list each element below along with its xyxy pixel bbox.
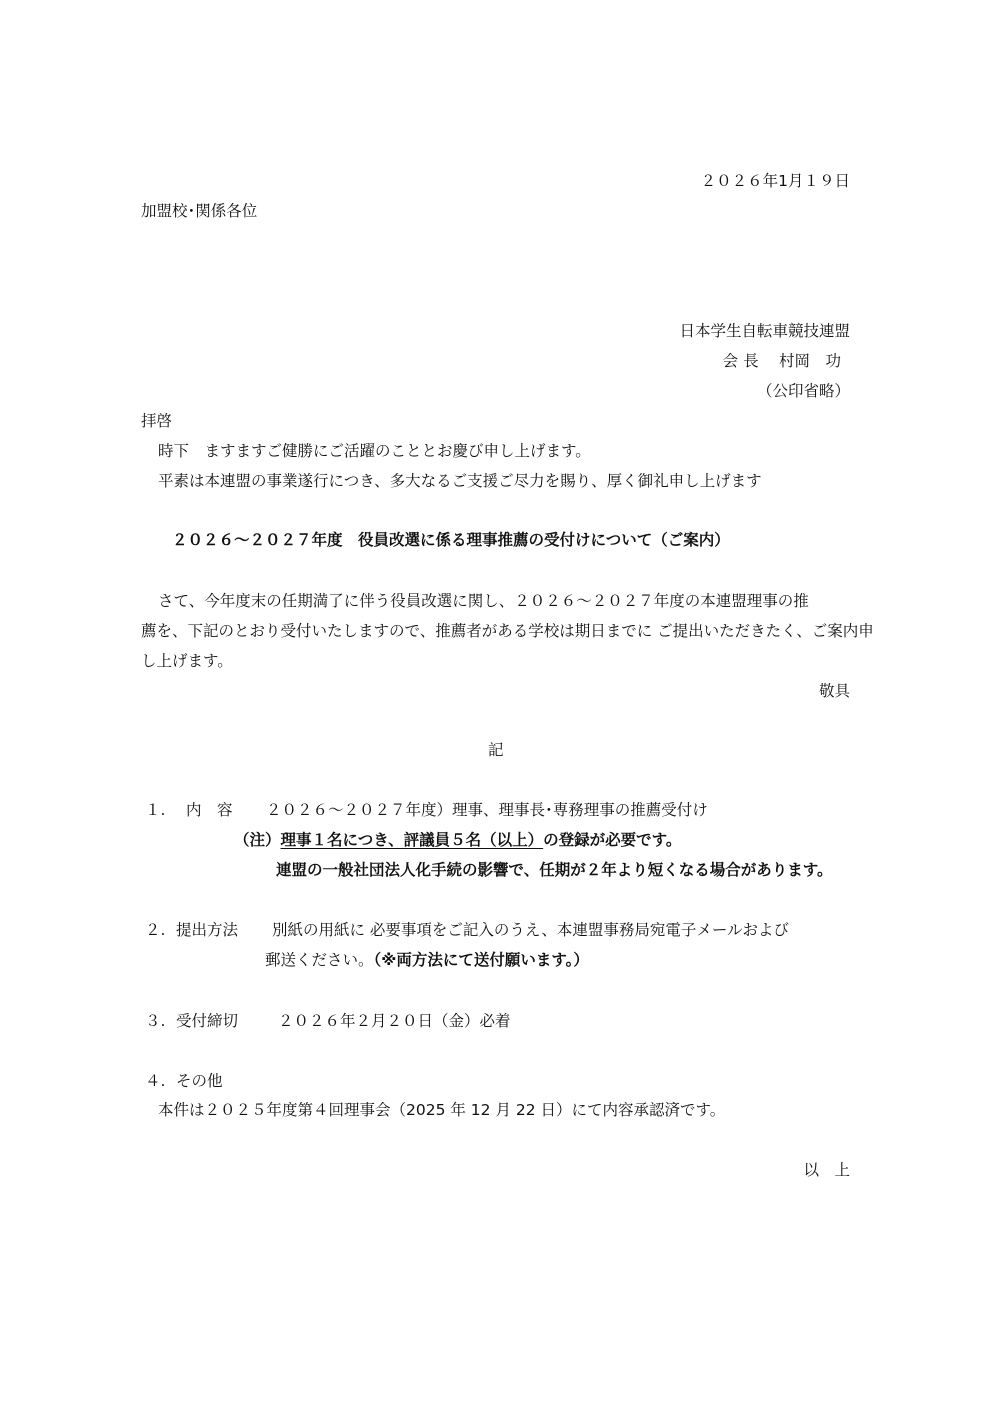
recipient: 加盟校･関係各位 xyxy=(141,202,258,220)
body-line-1: さて、今年度末の任期満了に伴う役員改選に関し、２０２６～２０２７年度の本連盟理事の推 xyxy=(158,592,809,610)
item-3-label: 受付締切 xyxy=(176,1012,239,1030)
item-2-text-2-bold: （※両方法にて送付願います。） xyxy=(373,951,589,969)
document-date: ２０２６年1月１９日 xyxy=(700,172,850,190)
item-1-note-prefix: （注） xyxy=(234,831,281,849)
sender-president: 会 長 村岡 功 xyxy=(722,352,841,370)
item-4-label: その他 xyxy=(176,1072,223,1090)
ki-marker: 記 xyxy=(488,741,504,759)
item-2-text-1: 別紙の用紙に 必要事項をご記入のうえ、本連盟事務局宛電子メールおよび xyxy=(272,921,790,939)
item-1-label: 内 容 xyxy=(186,801,233,819)
item-3-text: ２０２６年２月２０日（金）必着 xyxy=(278,1012,511,1030)
item-1-text: ２０２６～２０２７年度）理事、理事長･専務理事の推薦受付け xyxy=(266,801,708,819)
item-1-note xyxy=(234,831,681,850)
item-3-number: ３. xyxy=(145,1012,166,1030)
item-2-text-2 xyxy=(265,951,589,970)
item-1-number: １. xyxy=(145,801,166,819)
greeting-line-1: 時下 ますますご健勝にご活躍のこととお慶び申し上げます。 xyxy=(158,442,591,460)
body-line-2: 薦を、下記のとおり受付いたしますので、推薦者がある学校は期日までに ご提出いただきたく、ご案内申 xyxy=(141,622,874,640)
sender-org: 日本学生自転車競技連盟 xyxy=(679,322,850,340)
end-marker: 以 上 xyxy=(803,1161,850,1179)
item-1-note-2: 連盟の一般社団法人化手続の影響で、任期が２年より短くなる場合があります。 xyxy=(276,861,833,879)
item-4-number: ４. xyxy=(145,1072,166,1090)
body-line-3: し上げます。 xyxy=(141,652,233,670)
item-1-note-underlined: 理事１名につき、評議員５名（以上） xyxy=(280,831,544,849)
seal-omitted: （公印省略） xyxy=(756,382,850,400)
item-2-text-2-plain: 郵送ください。 xyxy=(265,951,374,969)
item-2-number: ２. xyxy=(145,921,166,939)
closing-keigu: 敬具 xyxy=(818,682,850,700)
greeting-line-2: 平素は本連盟の事業遂行につき、多大なるご支援ご尽力を賜り、厚く御礼申し上げます xyxy=(158,472,762,490)
item-4-text: 本件は２０２５年度第４回理事会（2025 年 12 月 22 日）にて内容承認済です。 xyxy=(158,1101,726,1119)
item-2-label: 提出方法 xyxy=(176,921,239,939)
document-title: ２０２６～２０２７年度 役員改選に係る理事推薦の受付けについて（ご案内） xyxy=(172,531,730,549)
item-1-note-suffix: の登録が必要です。 xyxy=(543,831,682,849)
greeting-opening: 拝啓 xyxy=(141,412,173,430)
